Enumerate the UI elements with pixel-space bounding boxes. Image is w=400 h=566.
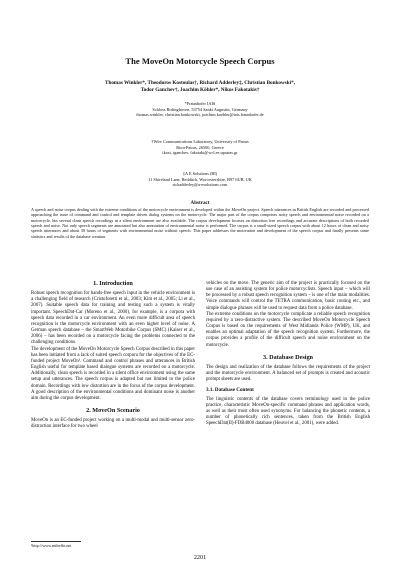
footnote[interactable]: ¹http://www.mtbeffn.net — [31, 543, 72, 548]
affiliation-line: rickadderley@a-esolutions.com — [172, 182, 228, 188]
footnote-rule — [31, 541, 81, 542]
authors-line-1: Thomas Winkler*, Theodoros Kostoulas†, Richard Adderley‡, Christian Bonkowski*, — [104, 80, 295, 86]
affiliation-line: Schloss Birlinghoven, 53754 Sankt Augustin, Germany — [152, 106, 248, 112]
affiliation-line: Rion-Patras, 26500, Greece — [176, 144, 224, 150]
paragraph: vehicles on the move. The generic aim of the project is practically focused on the use case of an assisting system for police motorcyclists. Speech input – which will be processed by a robust speech recognition system – is one of the main modalities. Voice commands will control the TETRA communication, basic routing etc., and simple dialogue phrases will be used to request data from a police database. — [206, 281, 370, 311]
author-list — [20, 80, 380, 94]
affiliation-line: *Fraunhofer IAIS — [184, 101, 216, 106]
affiliation-line: tkost, tganchev, fakotaki@wcl.ee.upatras.gr — [162, 150, 238, 156]
affiliation-block-2 — [60, 139, 340, 156]
abstract-heading: Abstract — [190, 200, 210, 206]
section-heading-introduction: 1. Introduction — [93, 280, 133, 287]
authors-line-2: Todor Ganchev†, Joachim Köhler*, Nikos Fakotakis† — [140, 87, 260, 93]
abstract-text: A speech and noise corpus dealing with the extreme conditions of the motorcycle environment is developed within the MoveOn project. Speech utterances in British English are recorded and processed approaching the issue of command and control and template driven dialog systems on the motorcycle. The major part of the corpus comprises noisy speech and environmental noise recorded on a motorcycle, but several clean speech recordings in a silent environment are also available. The corpus development focuses on distortion free recordings and accurate descriptions of both recorded speech and noise. Not only speech segments are annotated but also annotation of environmental noise is performed. The corpus is a small-sized speech corpus with about 12 hours of clean and noisy speech utterances and about 30 hours of segments with environmental noise without speech. This paper addresses the motivation and development of the speech corpus and finally presents some statistics and results of the database creation. — [31, 207, 369, 239]
left-column — [31, 281, 195, 430]
section-heading-database-design: 3. Database Design — [262, 353, 314, 361]
right-column — [206, 281, 370, 427]
page-number: 2201 — [193, 554, 207, 561]
affiliation-line: thomas.winkler, christian.bonkowski, joachim.koehler@iais.fraunhofer.de — [136, 112, 264, 118]
affiliation-block-1 — [60, 101, 340, 118]
paragraph: Robust speech recognition for hands-free speech input in the vehicle environment is a challenging field of research (Cristoforetti et al., 2003; Kim et al., 2005; Li et al., 2007). Suitable speech data for training and testing such a system is vitally important. SpeechDat-Car (Moreno et al., 2000), for example, is a corpora with speech data recorded in a car environment. An even more difficult area of speech recognition is the motorcycle environment with an even higher level of noise. A German speech database – the SmartWeb Motorbike Corpus (SMC) (Kaiser et al., 2006) – has been recorded on a motorcycle facing the problems connected to the challenging conditions. — [31, 291, 195, 346]
paragraph: The linguistic contents of the database covers terminology used in the police practice, characteristic MoveOn-specific command phrases and application words, as well as their most often used synonyms. For balancing the phonetic contents, a number of phonetically rich sentences, taken from the British English SpeechDat(II)-FDB4000 database (Heuvel et al., 2001), were added. — [206, 396, 370, 427]
affiliation-block-3 — [60, 171, 340, 188]
paragraph: MoveOn is an EC-funded project working on a multi-modal and multi-sensor zero-distraction interface for two wheel — [31, 418, 195, 430]
paragraph: The development of the MoveOn Motorcycle Speech Corpus described in this paper has been initiated from a lack of suited speech corpora for the objectives of the EC-funded project MoveOn¹. Command and control phrases and utterances in British English useful for template based dialogue systems are recorded on a motorcycle. Additionally, clean speech is recorded in a silent office environment using the same setup and utterances. The speech corpus is adapted but not limited to the police domain. Recordings with low distortion are in the focus of the corpus development. A good description of the environmental conditions and dominant noise is another aim during the corpus development. — [31, 346, 195, 401]
paragraph: The design and realization of the database follows the requirements of the project and the motorcycle environment. A balanced set of prompts is created and acoustic prompt sheets are used. — [206, 364, 370, 383]
subsection-heading-database-content: 3.1. Database Content — [206, 387, 254, 394]
section-heading-scenario: 2. MoveOn Scenario — [86, 406, 140, 414]
paragraph: The extreme conditions on the motorcycle complicate a reliable speech recognition required by a zero-distractive system. The described MoveOn Motorcycle Speech Corpus is based on the requirements of West Midlands Police (WMP), UK, and enables an optimal adaptation of the speech recognition system. Furthermore, the corpus provides a profile of the difficult speech and noise environment on the motorcycle. — [206, 311, 370, 348]
affiliation-line: †Wire Communications Laboratory, University of Patras — [151, 139, 249, 144]
affiliation-line: 11 Shireland Lane, Redditch, Worcestershire, B97 6UB, UK — [148, 176, 252, 182]
paper-title: The MoveOn Motorcycle Speech Corpus — [125, 56, 275, 66]
affiliation-line: ‡A E Solutions (BI) — [182, 171, 218, 176]
